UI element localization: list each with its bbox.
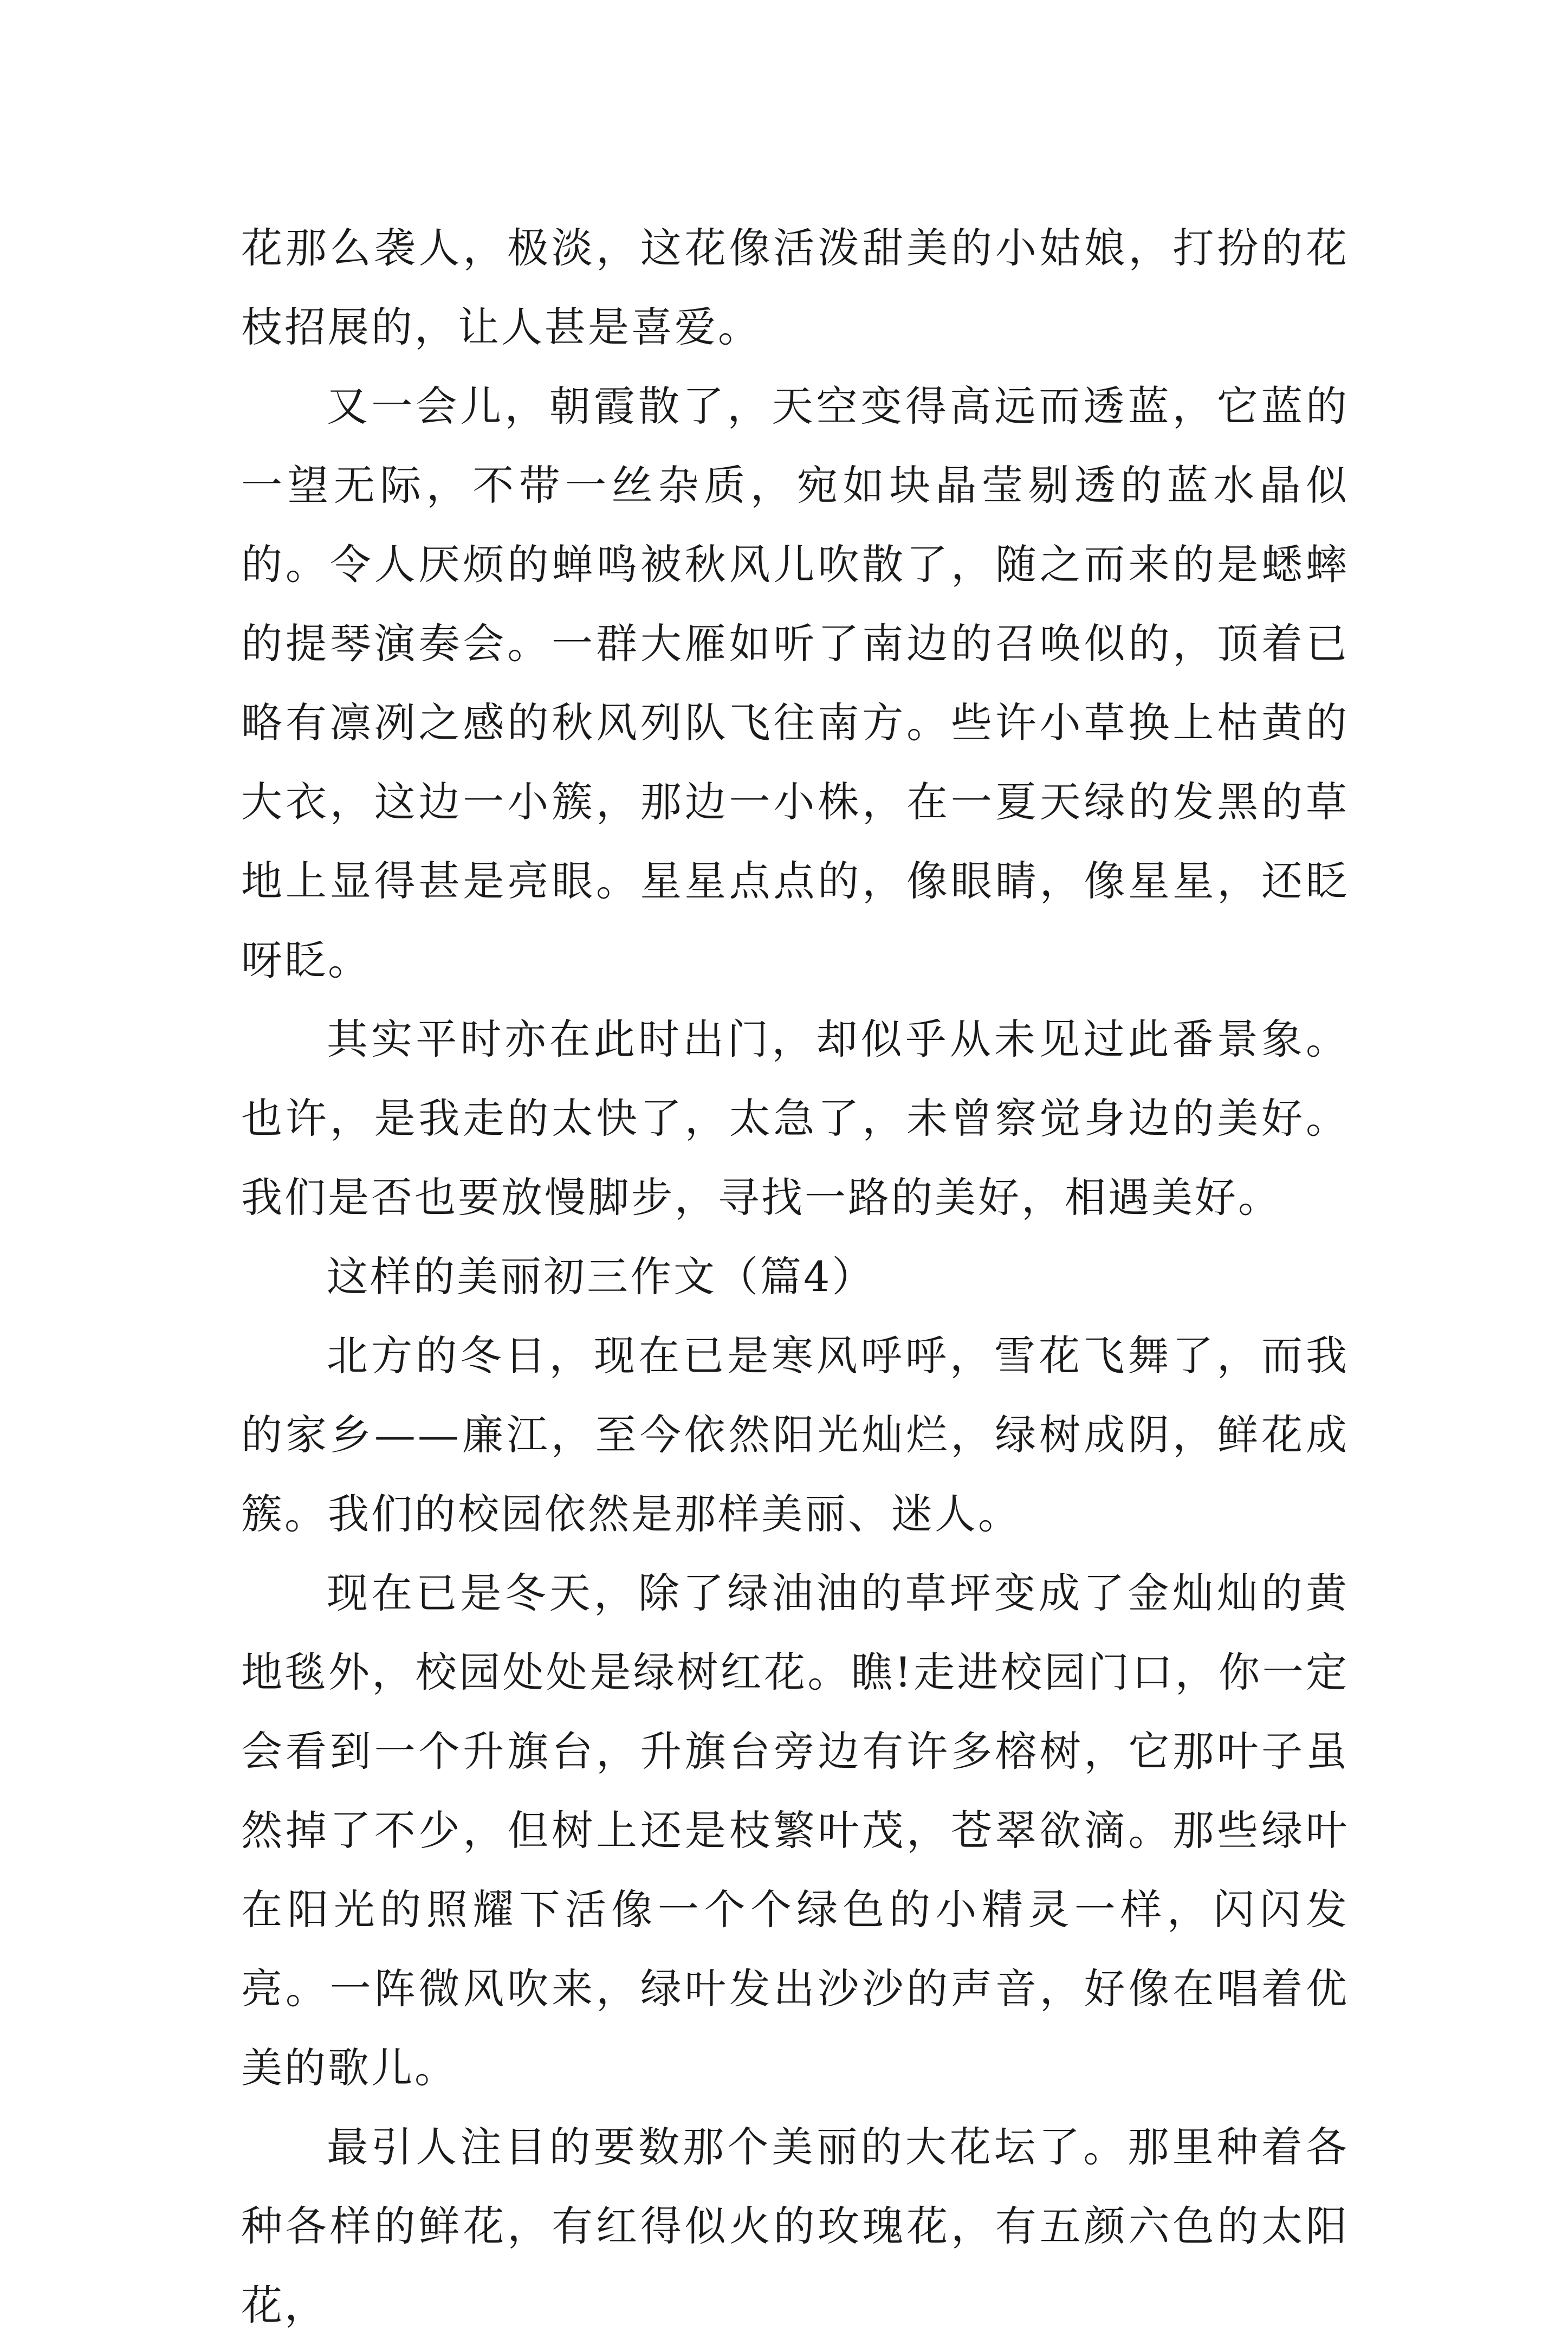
- paragraph: 现在已是冬天，除了绿油油的草坪变成了金灿灿的黄地毯外，校园处处是绿树红花。瞧!走进校园门口，你一定会看到一个升旗台，升旗台旁边有许多榕树，它那叶子虽然掉了不少，但树上还是枝繁叶茂，苍翠欲滴。那些绿叶在阳光的照耀下活像一个个绿色的小精灵一样，闪闪发亮。一阵微风吹来，绿叶发出沙沙的声音，好像在唱着优美的歌儿。: [241, 1569, 1349, 2092]
- document-body: [241, 209, 1349, 2345]
- paragraph: 北方的冬日，现在已是寒风呼呼，雪花飞舞了，而我的家乡——廉江，至今依然阳光灿烂，绿树成阴，鲜花成簇。我们的校园依然是那样美丽、迷人。: [241, 1332, 1349, 1538]
- section-heading: 这样的美丽初三作文（篇4）: [327, 1252, 876, 1301]
- paragraph: 其实平时亦在此时出门，却似乎从未见过此番景象。也许，是我走的太快了，太急了，未曾察觉身边的美好。我们是否也要放慢脚步，寻找一路的美好，相遇美好。: [241, 1015, 1349, 1222]
- paragraph-continuation: 花那么袭人，极淡，这花像活泼甜美的小姑娘，打扮的花枝招展的，让人甚是喜爱。: [241, 224, 1349, 351]
- paragraph: 最引人注目的要数那个美丽的大花坛了。那里种着各种各样的鲜花，有红得似火的玫瑰花，有五颜六色的太阳花，: [241, 2123, 1349, 2329]
- paragraph: 又一会儿，朝霞散了，天空变得高远而透蓝，它蓝的一望无际，不带一丝杂质，宛如块晶莹剔透的蓝水晶似的。令人厌烦的蝉鸣被秋风儿吹散了，随之而来的是蟋蟀的提琴演奏会。一群大雁如听了南边的召唤似的，顶着已略有凛冽之感的秋风列队飞往南方。些许小草换上枯黄的大衣，这边一小簇，那边一小株，在一夏天绿的发黑的草地上显得甚是亮眼。星星点点的，像眼睛，像星星，还眨呀眨。: [241, 382, 1349, 984]
